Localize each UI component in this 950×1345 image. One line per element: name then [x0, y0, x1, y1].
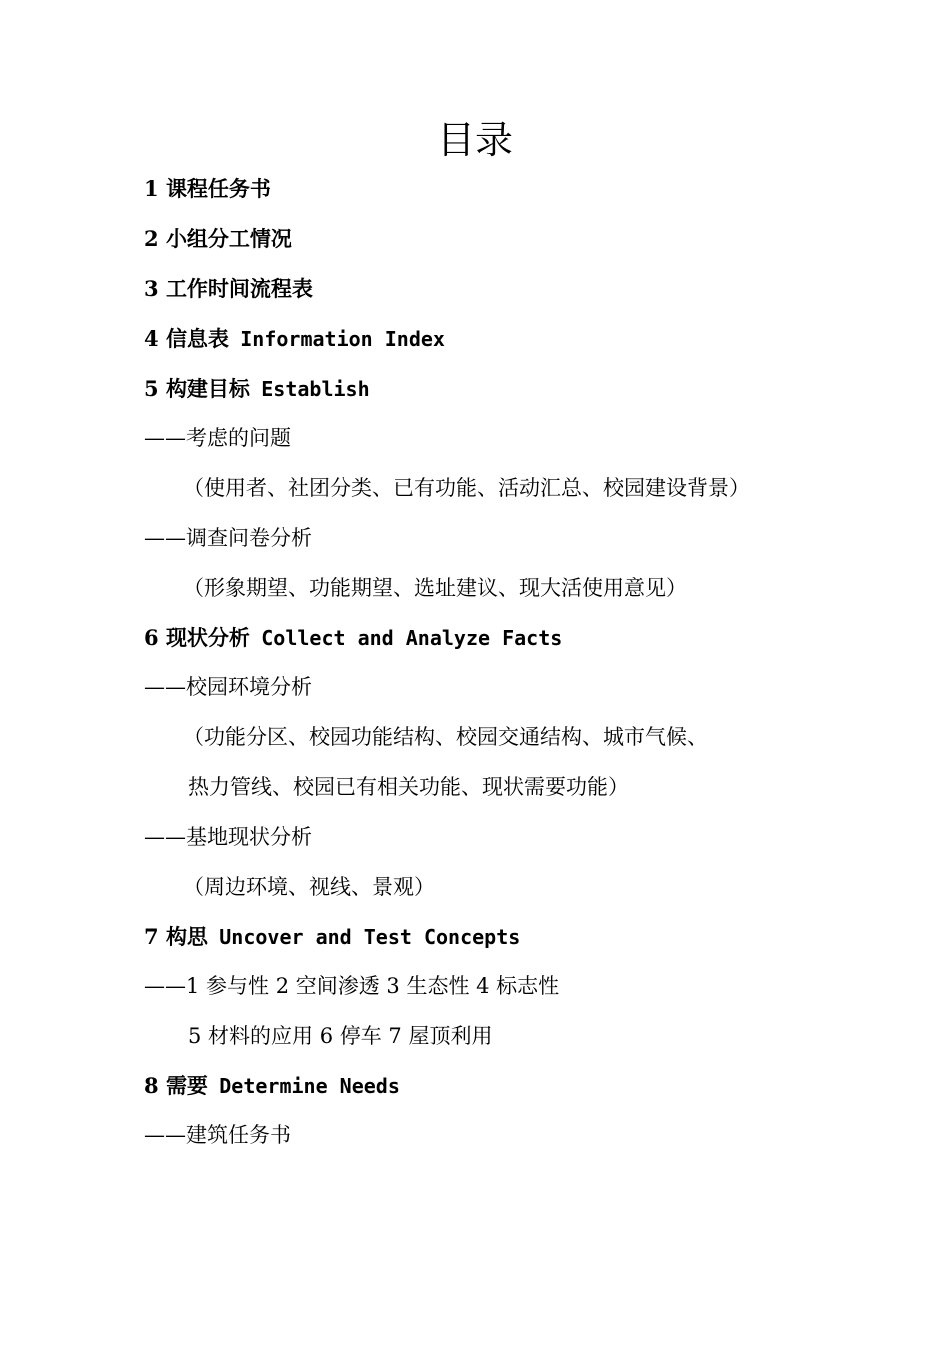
toc-number: 2	[144, 226, 159, 251]
toc-subitem: ——1 参与性 2 空间渗透 3 生态性 4 标志性	[144, 974, 560, 998]
toc-subitem-detail: 热力管线、校园已有相关功能、现状需要功能）	[188, 775, 629, 799]
toc-title: 工作时间流程表	[165, 276, 313, 301]
toc-number: 6	[144, 625, 159, 650]
toc-subitem: ——基地现状分析	[144, 825, 312, 849]
toc-subitem-detail: （形象期望、功能期望、选址建议、现大活使用意见）	[183, 576, 687, 600]
toc-number: 1	[144, 176, 159, 201]
toc-title: 课程任务书	[165, 176, 271, 201]
page-title: 目录	[436, 118, 513, 162]
toc-number: 3	[144, 276, 159, 301]
toc-title: 小组分工情况	[165, 226, 292, 251]
toc-subitem-detail: （周边环境、视线、景观）	[183, 875, 435, 899]
toc-number: 5	[144, 376, 159, 401]
toc-entry-3	[144, 274, 313, 304]
toc-entry-6	[144, 623, 562, 653]
toc-subitem-detail: （功能分区、校园功能结构、校园交通结构、城市气候、	[183, 725, 708, 749]
toc-title: 信息表	[165, 326, 229, 351]
toc-subitem: ——建筑任务书	[144, 1123, 291, 1147]
toc-entry-1	[144, 174, 271, 204]
toc-title-english: Collect and Analyze Facts	[261, 626, 563, 650]
toc-title-english: Uncover and Test Concepts	[219, 925, 521, 949]
toc-entry-8	[144, 1071, 400, 1101]
toc-subitem-detail: （使用者、社团分类、已有功能、活动汇总、校园建设背景）	[183, 476, 750, 500]
toc-entry-2	[144, 224, 292, 254]
toc-entry-7	[144, 922, 520, 952]
toc-title: 现状分析	[165, 625, 250, 650]
toc-subitem: ——调查问卷分析	[144, 526, 312, 550]
toc-title: 构建目标	[165, 376, 250, 401]
toc-number: 7	[144, 924, 159, 949]
toc-entry-5	[144, 374, 370, 404]
toc-title: 需要	[165, 1073, 208, 1098]
toc-title-english: Establish	[261, 377, 370, 401]
toc-title: 构思	[165, 924, 208, 949]
toc-subitem: ——校园环境分析	[144, 675, 312, 699]
toc-number: 8	[144, 1073, 159, 1098]
toc-title-english: Information Index	[240, 327, 445, 351]
toc-entry-4	[144, 324, 445, 354]
toc-subitem: ——考虑的问题	[144, 426, 291, 450]
toc-subitem-detail: 5 材料的应用 6 停车 7 屋顶利用	[188, 1024, 493, 1048]
toc-title-english: Determine Needs	[219, 1074, 400, 1098]
toc-number: 4	[144, 326, 159, 351]
